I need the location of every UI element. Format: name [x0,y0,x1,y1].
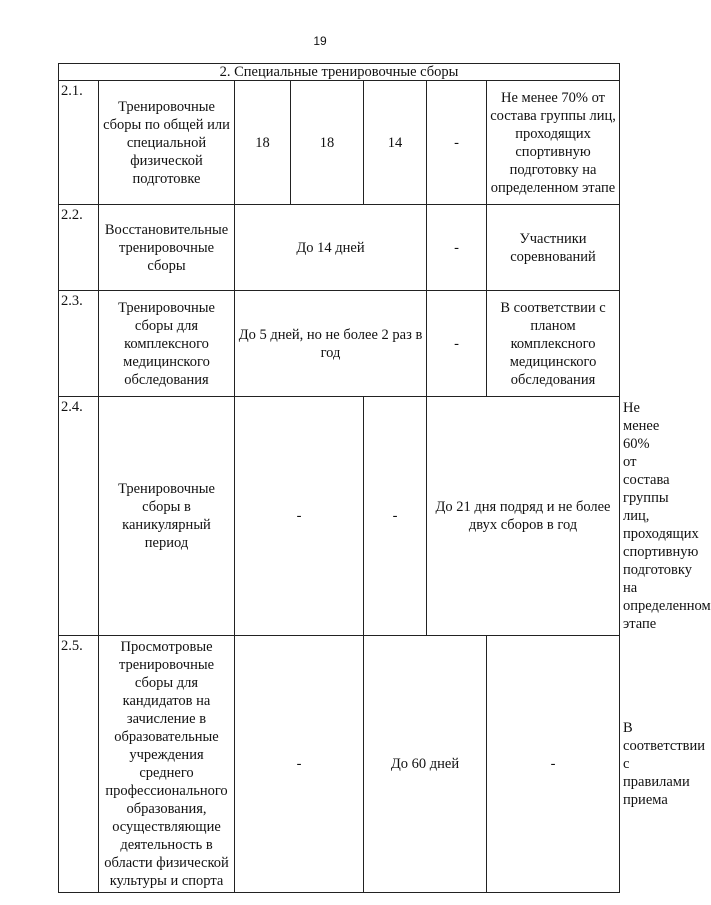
participants-note: Участники соревнований [487,205,620,291]
camp-name: Просмотровые тренировочные сборы для кандидатов на зачисление в образовательные учреждения среднего профессионального образования, осуществляющие деятельность в области физической культуры и спорта [99,636,235,893]
table-row: 2.5. Просмотровые тренировочные сборы для кандидатов на зачисление в образовательные учреждения среднего профессионального образования, осуществляющие деятельность в области физической культуры и спорта - До 60 дней - В соответствии с правилами приема [59,636,620,893]
days-col-4: - [427,81,487,205]
table-row [59,291,620,397]
table-row [59,81,620,205]
page-number: 19 [313,34,327,48]
days-col-4: - [487,636,620,893]
days-merged: До 14 дней [235,205,427,291]
participants-note: Не менее 70% от состава группы лиц, проходящих спортивную подготовку на определенном этапе [487,81,620,205]
training-camps-table [58,63,711,893]
days-col-2: 18 [291,81,364,205]
days-col-1: - [235,397,364,636]
days-merged: До 21 дня подряд и не более двух сборов в год [427,397,620,636]
table-row: 2.4. Тренировочные сборы в каникулярный период - - До 21 дня подряд и не более двух сборов в год Не менее 60% от состава группы лиц, проходящих спортивную подготовку на определенном этапе [59,397,620,636]
section-header-row [59,64,620,81]
camp-name: Тренировочные сборы для комплексного медицинского обследования [99,291,235,397]
camp-name: Тренировочные сборы в каникулярный период [99,397,235,636]
row-number: 2.3. [59,291,99,397]
participants-note: В соответствии с планом комплексного медицинского обследования [487,291,620,397]
days-col-3: 14 [364,81,427,205]
table-row [59,205,620,291]
days-merged: До 60 дней [364,636,487,893]
row-number: 2.2. [59,205,99,291]
days-merged: До 5 дней, но не более 2 раз в год [235,291,427,397]
days-col-4: - [427,205,487,291]
days-col-4: - [427,291,487,397]
days-col-1: - [235,636,364,893]
camp-name: Тренировочные сборы по общей или специальной физической подготовке [99,81,235,205]
days-col-2: - [364,397,427,636]
section-title: 2. Специальные тренировочные сборы [59,64,620,81]
row-number: 2.5. [59,636,99,893]
camp-name: Восстановительные тренировочные сборы [99,205,235,291]
row-number: 2.1. [59,81,99,205]
row-number: 2.4. [59,397,99,636]
days-col-1: 18 [235,81,291,205]
